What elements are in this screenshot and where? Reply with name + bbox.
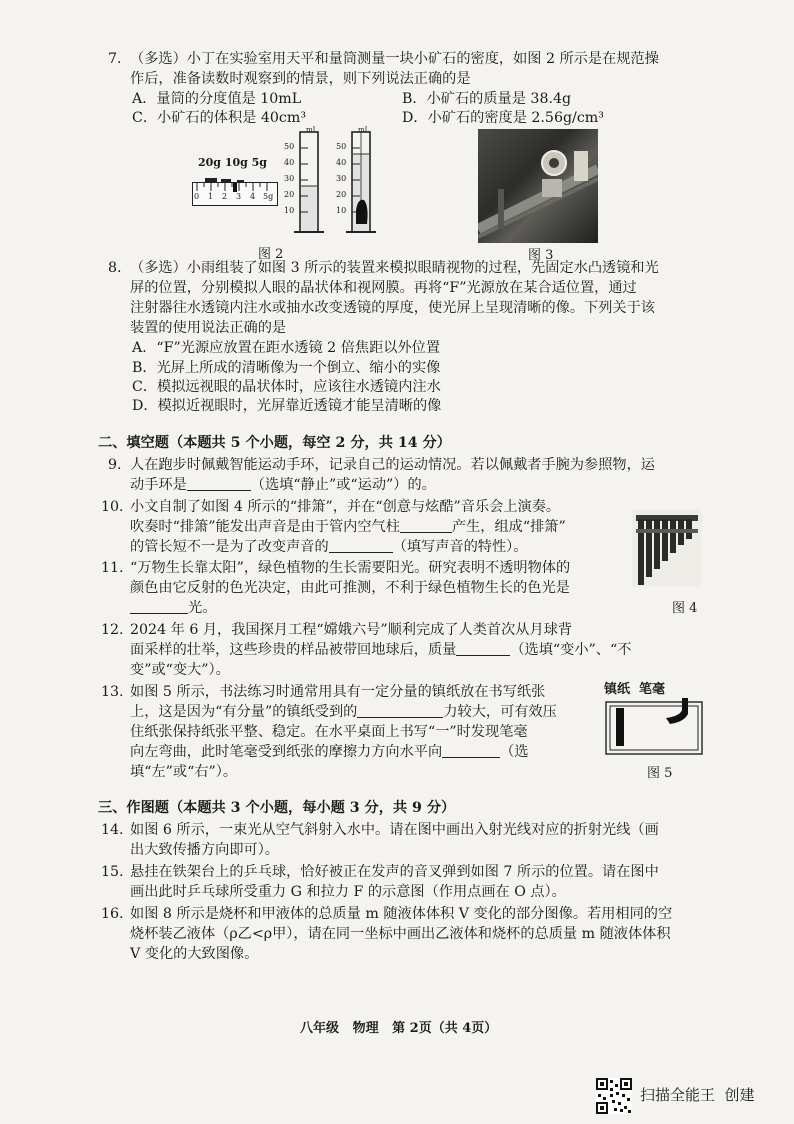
cyl1-unit: mL (306, 126, 318, 134)
q7-option-d: D．小矿石的密度是 2.56g/cm³ (402, 110, 604, 126)
q13-text-line4 (130, 742, 529, 762)
cyl2-tick-10: 10 (336, 206, 347, 215)
cyl1-tick-10: 10 (284, 206, 295, 215)
q11-text-line2: 颜色由它反射的色光决定，由此可推测，不利于绿色植物生长的色光是 (130, 580, 570, 596)
q7-option-a: A．量筒的分度值是 10mL (132, 91, 302, 107)
cyl1-tick-30: 30 (284, 174, 295, 183)
figure-4-panpipes (632, 509, 702, 587)
q13-number: 13. (101, 684, 124, 700)
section-2-title: 二、填空题（本题共 5 个小题，每空 2 分，共 14 分） (98, 435, 451, 451)
ruler-tick-2: 2 (222, 192, 228, 201)
q12-number: 12. (101, 622, 124, 638)
q7-number: 7. (108, 51, 122, 67)
figure-3-caption: 图 3 (528, 248, 554, 263)
figure-5-diagram (604, 698, 704, 756)
q12-text-line2 (130, 640, 631, 660)
q12-line2-suffix: （选填“变小”、“不 (510, 642, 632, 658)
q8-text-line2: 屏的位置，分别模拟人眼的晶状体和视网膜。再将“F”光源放在某合适位置，通过 (130, 280, 637, 296)
q8-number: 8. (108, 260, 122, 276)
q11-text-line1: “万物生长靠太阳”，绿色植物的生长需要阳光。研究表明不透明物体的 (130, 560, 571, 576)
ruler-tick-5: 5g (263, 192, 274, 201)
graduated-cylinder-2 (334, 126, 384, 236)
balance-ruler (192, 182, 278, 206)
q10-number: 10. (101, 499, 124, 515)
cyl2-tick-20: 20 (336, 190, 347, 199)
q13-text-line5: 填“左”或“右”）。 (130, 764, 238, 780)
q10-answer-blank-2[interactable] (329, 537, 393, 553)
q13-answer-blank-2[interactable] (442, 742, 500, 758)
q13-text-line2 (130, 702, 557, 722)
q8-option-a: A．“F”光源应放置在距水透镜 2 倍焦距以外位置 (132, 340, 441, 356)
q10-line2-prefix: 吹奏时“排箫”能发出声音是由于管内空气柱 (130, 519, 400, 535)
q9-text-line1: 人在跑步时佩戴智能运动手环，记录自己的运动情况。若以佩戴者手腕为参照物，运 (130, 457, 655, 473)
section-3-title: 三、作图题（本题共 3 个小题，每小题 3 分，共 9 分） (98, 800, 456, 816)
q10-text-line1: 小文自制了如图 4 所示的“排箫”，并在“创意与炫酷”音乐会上演奏。 (130, 499, 561, 515)
q12-answer-blank[interactable] (456, 640, 510, 656)
figure-3-photo (478, 129, 598, 243)
page-footer: 八年级 物理 第 2页（共 4页） (300, 1021, 498, 1036)
q12-text-line3: 变”或“变大”）。 (130, 662, 230, 678)
graduated-cylinder-1 (282, 126, 332, 236)
q14-number: 14. (101, 822, 124, 838)
q13-line4-suffix: （选 (500, 744, 529, 760)
ruler-tick-4: 4 (250, 192, 256, 201)
q13-line2-suffix: 力较大，可有效压 (443, 704, 557, 720)
q15-number: 15. (101, 864, 124, 880)
q16-text-line3: V 变化的大致图像。 (130, 946, 259, 962)
q10-line3-suffix: （填写声音的特性）。 (392, 539, 528, 555)
q10-text-line2 (130, 517, 566, 537)
q16-number: 16. (101, 906, 124, 922)
q9-number: 9. (108, 457, 122, 473)
cyl2-tick-30: 30 (336, 174, 347, 183)
q9-text-line2 (130, 475, 436, 495)
q9-answer-blank[interactable] (187, 475, 251, 491)
q13-line2-prefix: 上，这是因为“有分量”的镇纸受到的 (130, 704, 358, 720)
cyl1-tick-50: 50 (284, 142, 295, 151)
q11-text-line3 (130, 598, 216, 618)
q13-text-line1: 如图 5 所示，书法练习时通常用具有一定分量的镇纸放在书写纸张 (130, 684, 546, 700)
q7-option-c: C．小矿石的体积是 40cm³ (132, 110, 307, 126)
q8-option-d: D．模拟近视眼时，光屏靠近透镜才能呈清晰的像 (132, 398, 442, 414)
q14-text-line2: 出大致传播方向即可）。 (130, 842, 279, 858)
q16-text-line2: 烧杯装乙液体（ρ乙<ρ甲），请在同一坐标中画出乙液体和烧杯的总质量 m 随液体体积 (130, 926, 671, 942)
q11-line3-suffix: 光。 (188, 600, 217, 616)
q10-line3-prefix: 的管长短不一是为了改变声音的 (130, 539, 329, 555)
q8-option-b: B．光屏上所成的清晰像为一个倒立、缩小的实像 (132, 360, 441, 376)
q15-text-line1: 悬挂在铁架台上的乒乓球，恰好被正在发声的音叉弹到如图 7 所示的位置。请在图中 (130, 864, 659, 880)
q11-number: 11. (101, 560, 124, 576)
q16-text-line1: 如图 8 所示是烧杯和甲液体的总质量 m 随液体体积 V 变化的部分图像。若用相同的空 (130, 906, 673, 922)
q13-answer-blank-1[interactable] (357, 702, 443, 718)
cyl1-tick-40: 40 (284, 158, 295, 167)
figure-5-label: 镇纸 笔毫 (604, 682, 666, 697)
cyl2-tick-50: 50 (336, 142, 347, 151)
q10-text-line3 (130, 537, 527, 557)
q14-text-line1: 如图 6 所示，一束光从空气斜射入水中。请在图中画出入射光线对应的折射光线（画 (130, 822, 659, 838)
figure-2-caption: 图 2 (258, 247, 284, 262)
q7-text-line1: （多选）小丁在实验室用天平和量筒测量一块小矿石的密度，如图 2 所示是在规范操 (130, 51, 659, 67)
q8-text-line1: （多选）小雨组装了如图 3 所示的装置来模拟眼睛视物的过程，先固定水凸透镜和光 (130, 260, 659, 276)
q10-line2-suffix: 产生，组成“排箫” (451, 519, 566, 535)
q8-option-c: C．模拟远视眼的晶状体时，应该往水透镜内注水 (132, 379, 441, 395)
figure-4-caption: 图 4 (672, 601, 698, 616)
cyl1-tick-20: 20 (284, 190, 295, 199)
figure-2 (190, 126, 400, 238)
weights-icon (204, 170, 248, 180)
q7-text-line2: 作后，准备读数时观察到的情景，则下列说法正确的是 (130, 71, 471, 87)
q12-line2-prefix: 面采样的壮举，这些珍贵的样品被带回地球后，质量 (130, 642, 457, 658)
q9-line2-suffix: （选填“静止”或“运动”）的。 (250, 477, 436, 493)
q13-line4-prefix: 向左弯曲，此时笔毫受到纸张的摩擦力方向水平向 (130, 744, 443, 760)
cyl2-unit: mL (358, 126, 370, 134)
q12-text-line1: 2024 年 6 月，我国探月工程“嫦娥六号”顺利完成了人类首次从月球背 (130, 622, 573, 638)
q15-text-line2: 画出此时乒乓球所受重力 G 和拉力 F 的示意图（作用点画在 O 点）。 (130, 884, 566, 900)
q7-option-b: B．小矿石的质量是 38.4g (402, 91, 572, 107)
ruler-tick-3: 3 (236, 192, 242, 201)
qr-code-icon (596, 1078, 632, 1114)
cyl2-tick-40: 40 (336, 158, 347, 167)
q10-answer-blank-1[interactable] (400, 517, 452, 533)
weights-label: 20g 10g 5g (198, 156, 268, 169)
scanner-watermark: 扫描全能王 创建 (640, 1086, 755, 1104)
q11-answer-blank[interactable] (130, 598, 188, 614)
ruler-tick-0: 0 (194, 192, 200, 201)
q13-text-line3: 住纸张保持纸张平整、稳定。在水平桌面上书写“一”时发现笔毫 (130, 724, 528, 740)
figure-5-caption: 图 5 (647, 766, 673, 781)
q8-text-line4: 装置的使用说法正确的是 (130, 320, 287, 336)
q9-line2-prefix: 动手环是 (130, 477, 187, 493)
ruler-tick-1: 1 (208, 192, 214, 201)
q8-text-line3: 注射器往水透镜内注水或抽水改变透镜的厚度，使光屏上呈现清晰的像。下列关于该 (130, 300, 655, 316)
